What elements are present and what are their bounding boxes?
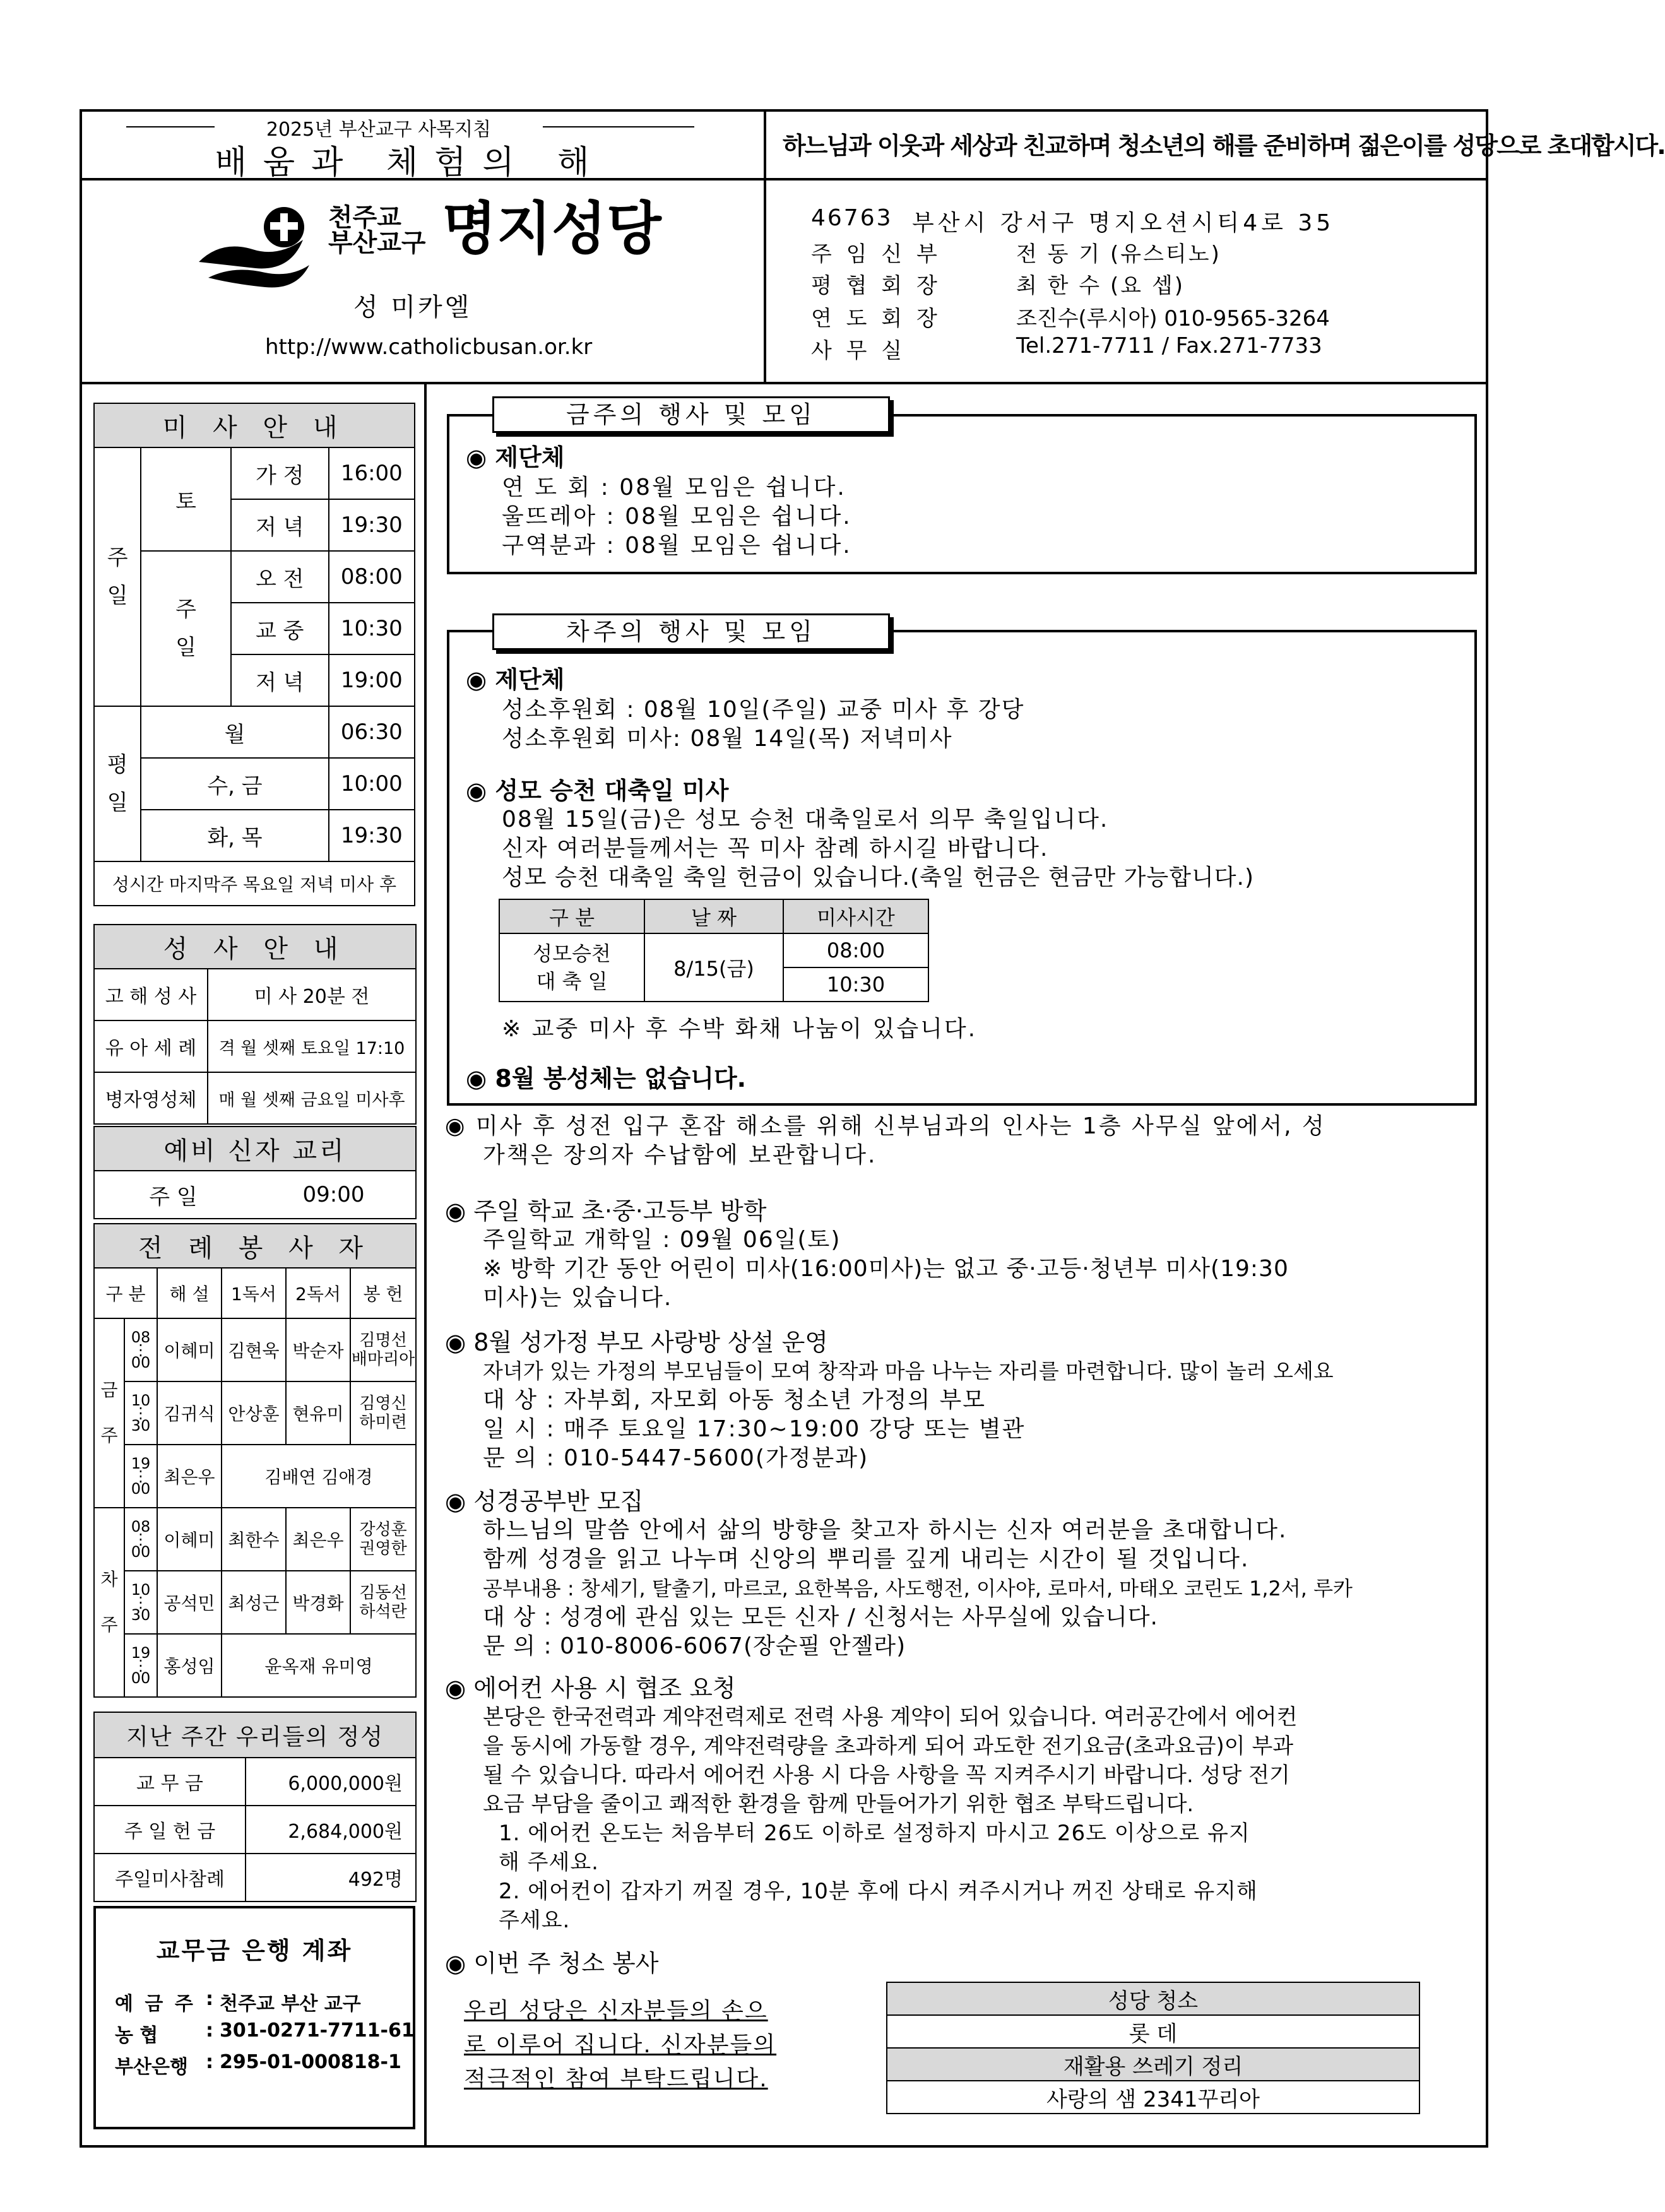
notice-line: 대 상 : 자부회, 자모회 아동 청소년 가정의 부모	[483, 1387, 987, 1413]
liturgy-cell: 김귀식	[157, 1381, 222, 1445]
parish-name: 명지성당	[442, 196, 661, 262]
liturgy-header: 1독서	[222, 1268, 286, 1318]
liturgy-header: 2독서	[286, 1268, 350, 1318]
cleaning-text: 적극적인 참여 부탁드립니다.	[464, 2066, 768, 2092]
divider	[764, 109, 766, 382]
liturgy-table	[93, 1223, 417, 1698]
catechumen-table	[93, 1126, 417, 1219]
next-week-line: 성모 승천 대축일 축일 헌금이 있습니다.(축일 헌금은 현금만 가능합니다.)	[502, 865, 1255, 890]
this-week-title: 금주의 행사 및 모임	[492, 396, 890, 433]
liturgy-cell: 강성훈 권영한	[350, 1508, 416, 1571]
bank-title: 교무금 은행 계좌	[156, 1937, 353, 1965]
notice-heading: ◉ 주일 학교 초·중·고등부 방학	[445, 1197, 767, 1225]
address: 부산시 강서구 명지오션시티4로 35	[912, 210, 1335, 236]
liturgy-cell: 김명선 배마리아	[350, 1318, 416, 1381]
year-policy: 2025년 부산교구 사목지침	[266, 119, 492, 141]
assumption-time: 08:00	[783, 933, 928, 967]
notice-line: 함께 성경을 읽고 나누며 신앙의 뿌리를 깊게 내리는 시간이 될 것입니다.	[483, 1546, 1250, 1572]
sacrament-value: 미 사 20분 전	[208, 969, 416, 1020]
this-week-line: 연 도 회 : 08월 모임은 쉽니다.	[502, 475, 846, 500]
cleaning-table	[886, 1982, 1420, 2114]
this-week-line: 구역분과 : 08월 모임은 쉽니다.	[502, 533, 852, 559]
liturgy-cell: 김영신 하미련	[350, 1381, 416, 1445]
liturgy-cell: 박순자	[286, 1318, 350, 1381]
catechumen-title: 예비 신자 교리	[94, 1127, 416, 1171]
liturgy-cell: 이혜미	[157, 1508, 222, 1571]
liturgy-time: 08 ⋮ 00	[124, 1508, 157, 1571]
notice-line: 미사)는 있습니다.	[483, 1285, 673, 1311]
notice-line: 문 의 : 010-8006-6067(장순필 안젤라)	[483, 1633, 906, 1659]
bank-value: 295-01-000818-1	[220, 2051, 401, 2073]
mass-time: 08:00	[329, 551, 415, 603]
offering-title: 지난 주간 우리들의 정성	[94, 1712, 416, 1758]
sacrament-value: 매 월 셋째 금요일 미사후	[208, 1072, 416, 1124]
liturgy-cell: 최은우	[157, 1445, 222, 1508]
parish-logo-icon	[196, 202, 316, 297]
notice-line: 문 의 : 010-5447-5600(가정분과)	[483, 1445, 869, 1471]
notice-line: 을 동시에 가동할 경우, 계약전력량을 초과하게 되어 과도한 전기요금(초과요금)이 부과	[483, 1734, 1294, 1759]
mass-time: 16:00	[329, 447, 415, 499]
bank-name: 예 금 주	[115, 1993, 196, 2015]
sacrament-title: 성 사 안 내	[94, 925, 416, 969]
staff-value: 조진수(루시아) 010-9565-3264	[1016, 306, 1330, 331]
liturgy-header: 봉 헌	[350, 1268, 416, 1318]
mass-name: 월	[141, 706, 328, 758]
liturgy-time: 19 ⋮ 00	[124, 1634, 157, 1697]
assumption-header: 미사시간	[783, 899, 928, 933]
mass-title: 미 사 안 내	[94, 403, 415, 447]
catechumen-day: 주 일	[94, 1171, 252, 1219]
liturgy-header: 해 설	[157, 1268, 222, 1318]
staff-role: 연 도 회 장	[811, 306, 941, 331]
diocese-line2: 부산교구	[328, 228, 426, 257]
liturgy-cell: 공석민	[157, 1571, 222, 1634]
offering-table	[93, 1712, 417, 1902]
offering-name: 주 일 헌 금	[94, 1806, 246, 1854]
next-week-line: 성소후원회 미사: 08월 14일(목) 저녁미사	[502, 726, 953, 752]
mass-time: 10:00	[329, 758, 415, 810]
sacrament-name: 병자영성체	[94, 1072, 208, 1124]
cleaning-cell: 사랑의 샘 2341꾸리아	[887, 2081, 1419, 2114]
notice-line: 될 수 있습니다. 따라서 에어컨 사용 시 다음 사항을 꼭 지켜주시기 바랍니다. 성당 전기	[483, 1763, 1290, 1788]
liturgy-cell: 최한수	[222, 1508, 286, 1571]
cleaning-text: 로 이루어 집니다. 신자분들의	[464, 2032, 777, 2058]
cleaning-cell: 재활용 쓰레기 정리	[887, 2048, 1419, 2081]
parish-website[interactable]: http://www.catholicbusan.or.kr	[265, 334, 593, 360]
sunday-label: 주 일	[94, 447, 141, 706]
liturgy-cell: 이혜미	[157, 1318, 222, 1381]
bank-name: 농 협	[115, 2025, 158, 2047]
assumption-date: 8/15(금)	[644, 933, 783, 1002]
notice-line: 자녀가 있는 가정의 부모님들이 모여 창작과 마음 나누는 자리를 마련합니다. 많이 놀러 오세요	[483, 1359, 1334, 1383]
notice-item: 주세요.	[499, 1908, 571, 1933]
liturgy-cell: 최성근	[222, 1571, 286, 1634]
cleaning-cell: 성당 청소	[887, 1982, 1419, 2015]
assumption-header: 구 분	[499, 899, 644, 933]
notice-heading: ◉ 이번 주 청소 봉사	[445, 1949, 659, 1977]
notice-line: 일 시 : 매주 토요일 17:30~19:00 강당 또는 별관	[483, 1416, 1026, 1442]
cleaning-cell: 롯 데	[887, 2015, 1419, 2048]
bank-value: 301-0271-7711-61	[220, 2020, 415, 2042]
liturgy-title: 전 례 봉 사 자	[94, 1224, 416, 1268]
mass-time: 06:30	[329, 706, 415, 758]
mass-note: 성시간 마지막주 목요일 저녁 미사 후	[94, 861, 415, 906]
liturgy-cell: 안상훈	[222, 1381, 286, 1445]
staff-value: 전 동 기 (유스티노)	[1016, 242, 1221, 267]
assumption-note: ※ 교중 미사 후 수박 화채 나눔이 있습니다.	[502, 1016, 978, 1042]
mass-name: 화, 목	[141, 810, 328, 861]
liturgy-time: 10 ⋮ 30	[124, 1571, 157, 1634]
notice-item: 1. 에어컨 온도는 처음부터 26도 이하로 설정하지 마시고 26도 이상으로 유지	[499, 1821, 1250, 1846]
liturgy-time: 19 ⋮ 00	[124, 1445, 157, 1508]
liturgy-time: 10 ⋮ 30	[124, 1381, 157, 1445]
sacrament-name: 고 해 성 사	[94, 969, 208, 1020]
notice-line: 공부내용 : 창세기, 탈출기, 마르코, 요한복음, 사도행전, 이사야, 로마서, 마태오 코린도 1,2서, 루카	[483, 1576, 1353, 1600]
assumption-header: 날 짜	[644, 899, 783, 933]
notice-line: ◉ 미사 후 성전 입구 혼잡 해소를 위해 신부님과의 인사는 1층 사무실 앞에서, 성	[445, 1113, 1326, 1139]
liturgy-cell: 홍성임	[157, 1634, 222, 1697]
bank-value: 천주교 부산 교구	[220, 1993, 361, 2015]
mass-time: 19:00	[329, 654, 415, 706]
liturgy-time: 08 ⋮ 00	[124, 1318, 157, 1381]
staff-role: 평 협 회 장	[811, 273, 941, 299]
next-week-heading: ◉ 제단체	[466, 666, 565, 694]
notice-line: 하느님의 말씀 안에서 삶의 방향을 찾고자 하시는 신자 여러분을 초대합니다.	[483, 1517, 1288, 1543]
assumption-table	[499, 899, 929, 1002]
divider	[424, 382, 427, 2148]
liturgy-header: 구 분	[94, 1268, 157, 1318]
mass-table	[93, 403, 415, 906]
staff-role: 사 무 실	[811, 338, 906, 364]
sat-label: 토	[141, 447, 230, 551]
parish-patron: 성 미카엘	[353, 293, 472, 322]
next-week-heading: ◉ 성모 승천 대축일 미사	[466, 777, 729, 805]
notice-line: 가책은 장의자 수납함에 보관합니다.	[483, 1142, 877, 1168]
this-week-label: 금 주	[94, 1318, 124, 1508]
sacrament-name: 유 아 세 례	[94, 1020, 208, 1072]
this-week-heading: ◉ 제단체	[466, 444, 565, 471]
notice-heading: ◉ 에어컨 사용 시 협조 요청	[445, 1674, 736, 1702]
this-week-line: 울뜨레아 : 08월 모임은 쉽니다.	[502, 504, 852, 529]
notice-item: 해 주세요.	[499, 1850, 599, 1875]
mass-time: 10:30	[329, 603, 415, 654]
liturgy-cell: 윤옥재 유미영	[222, 1634, 416, 1697]
offering-value: 2,684,000원	[246, 1806, 416, 1854]
liturgy-cell: 김현욱	[222, 1318, 286, 1381]
assumption-time: 10:30	[783, 967, 928, 1002]
next-week-line: 신자 여러분들께서는 꼭 미사 참례 하시길 바랍니다.	[502, 836, 1049, 861]
liturgy-cell: 최은우	[286, 1508, 350, 1571]
notice-line: 본당은 한국전력과 계약전력제로 전력 사용 계약이 되어 있습니다. 여러공간에서 에어컨	[483, 1705, 1298, 1730]
sacrament-table	[93, 924, 417, 1125]
catechumen-time: 09:00	[252, 1171, 416, 1219]
notice-line: 주일학교 개학일 : 09월 06일(토)	[483, 1227, 841, 1253]
slogan: 하느님과 이웃과 세상과 친교하며 청소년의 해를 준비하며 젊은이를 성당으로 초대합시다.	[783, 132, 1665, 160]
notice-item: 2. 에어컨이 갑자기 꺼질 경우, 10분 후에 다시 켜주시거나 꺼진 상태로 유지해	[499, 1879, 1258, 1904]
assumption-name: 성모승천 대 축 일	[499, 933, 644, 1002]
divider	[80, 382, 1488, 384]
staff-value: Tel.271-7711 / Fax.271-7733	[1016, 333, 1322, 358]
next-week-line: 08월 15일(금)은 성모 승천 대축일로서 의무 축일입니다.	[502, 807, 1109, 832]
mass-time: 19:30	[329, 810, 415, 861]
offering-name: 주일미사참례	[94, 1854, 246, 1901]
cleaning-text: 우리 성당은 신자분들의 손으	[464, 1998, 768, 2024]
offering-value: 6,000,000원	[246, 1758, 416, 1806]
address-zip: 46763	[811, 205, 893, 231]
sacrament-value: 격 월 셋째 토요일 17:10	[208, 1020, 416, 1072]
mass-name: 교 중	[231, 603, 329, 654]
mass-name: 저 녁	[231, 654, 329, 706]
notice-line: 요금 부담을 줄이고 쾌적한 환경을 함께 만들어가기 위한 협조 부탁드립니다.	[483, 1792, 1194, 1817]
next-week-title: 차주의 행사 및 모임	[492, 613, 890, 650]
liturgy-cell: 김배연 김애경	[222, 1445, 416, 1508]
liturgy-cell: 박경화	[286, 1571, 350, 1634]
next-week-label: 차 주	[94, 1508, 124, 1697]
mass-time: 19:30	[329, 499, 415, 551]
staff-value: 최 한 수 (요 셉)	[1016, 273, 1185, 299]
offering-value: 492명	[246, 1854, 416, 1901]
mass-name: 수, 금	[141, 758, 328, 810]
notice-heading: ◉ 성경공부반 모집	[445, 1487, 644, 1515]
liturgy-cell: 김동선 하석란	[350, 1571, 416, 1634]
sun-label: 주 일	[141, 551, 230, 706]
no-communion-heading: ◉ 8월 봉성체는 없습니다.	[466, 1065, 747, 1092]
notice-line: 대 상 : 성경에 관심 있는 모든 신자 / 신청서는 사무실에 있습니다.	[483, 1604, 1158, 1630]
mass-name: 저 녁	[231, 499, 329, 551]
staff-role: 주 임 신 부	[811, 242, 941, 267]
liturgy-cell: 현유미	[286, 1381, 350, 1445]
diocese-line1: 천주교	[328, 203, 401, 232]
mass-name: 가 정	[231, 447, 329, 499]
next-week-line: 성소후원회 : 08월 10일(주일) 교중 미사 후 강당	[502, 697, 1025, 723]
notice-heading: ◉ 8월 성가정 부모 사랑방 상설 운영	[445, 1328, 829, 1356]
bank-name: 부산은행	[115, 2056, 188, 2078]
weekday-label: 평 일	[94, 706, 141, 861]
offering-name: 교 무 금	[94, 1758, 246, 1806]
notice-line: ※ 방학 기간 동안 어린이 미사(16:00미사)는 없고 중·고등·청년부 미사(19:30	[483, 1256, 1289, 1282]
mass-name: 오 전	[231, 551, 329, 603]
year-theme: 배움과 체험의 해	[215, 144, 606, 182]
